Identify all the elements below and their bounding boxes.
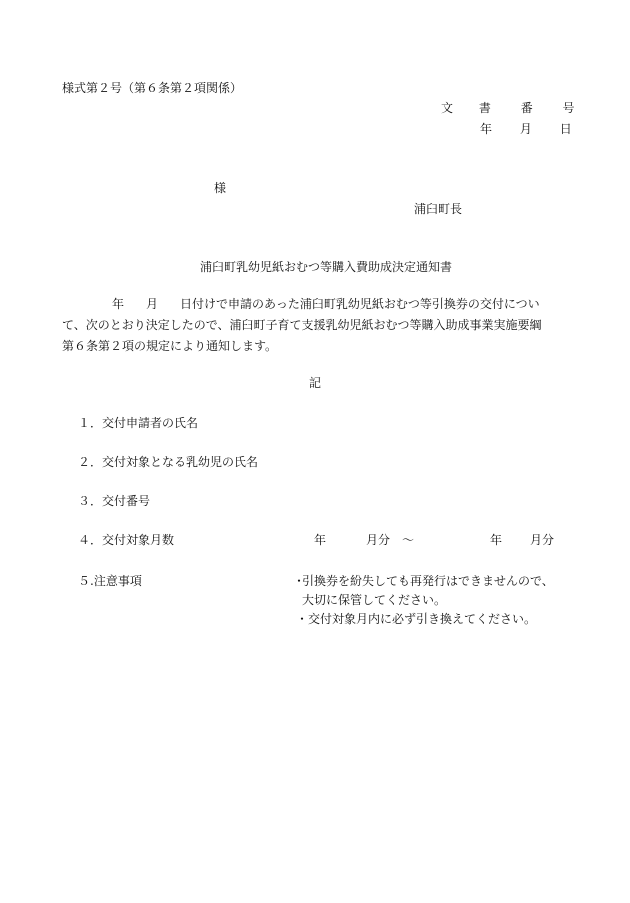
issue-date: 年 月 日	[480, 122, 572, 136]
document-title: 浦臼町乳幼児紙おむつ等購入費助成決定通知書	[200, 260, 453, 274]
form-label: 様式第２号（第６条第２項関係）	[62, 81, 243, 95]
note-1: ･引換券を紛失しても再発行はできませんので、	[296, 574, 554, 588]
period-from-month: 月分	[366, 533, 391, 547]
note-1-continued: 大切に保管してください。	[302, 593, 447, 607]
period-tilde: ～	[402, 533, 415, 547]
item-1: １．交付申請者の氏名	[78, 416, 199, 430]
period-from-year: 年	[314, 533, 327, 547]
item-4: ４．交付対象月数	[78, 533, 175, 547]
body-paragraph: 年 月 日付けで申請のあった浦臼町乳幼児紙おむつ等引換券の交付につい て、次のとおり決定したので、浦臼町子育て支援乳幼児紙おむつ等購入助成事業実施要綱 第６条第２項の規定により通知します。	[62, 297, 542, 353]
document-number-label: 文 書 番 号	[441, 101, 575, 115]
note-2: ・交付対象月内に必ず引き換えてください。	[296, 612, 537, 626]
addressee-suffix: 様	[214, 181, 227, 195]
issuer: 浦臼町長	[414, 202, 463, 216]
item-5: ５.注意事項	[78, 574, 142, 588]
ki-heading: 記	[309, 376, 322, 390]
period-to-month: 月分	[530, 533, 555, 547]
period-to-year: 年	[490, 533, 503, 547]
item-2: ２．交付対象となる乳幼児の氏名	[78, 455, 259, 469]
item-3: ３．交付番号	[78, 494, 151, 508]
